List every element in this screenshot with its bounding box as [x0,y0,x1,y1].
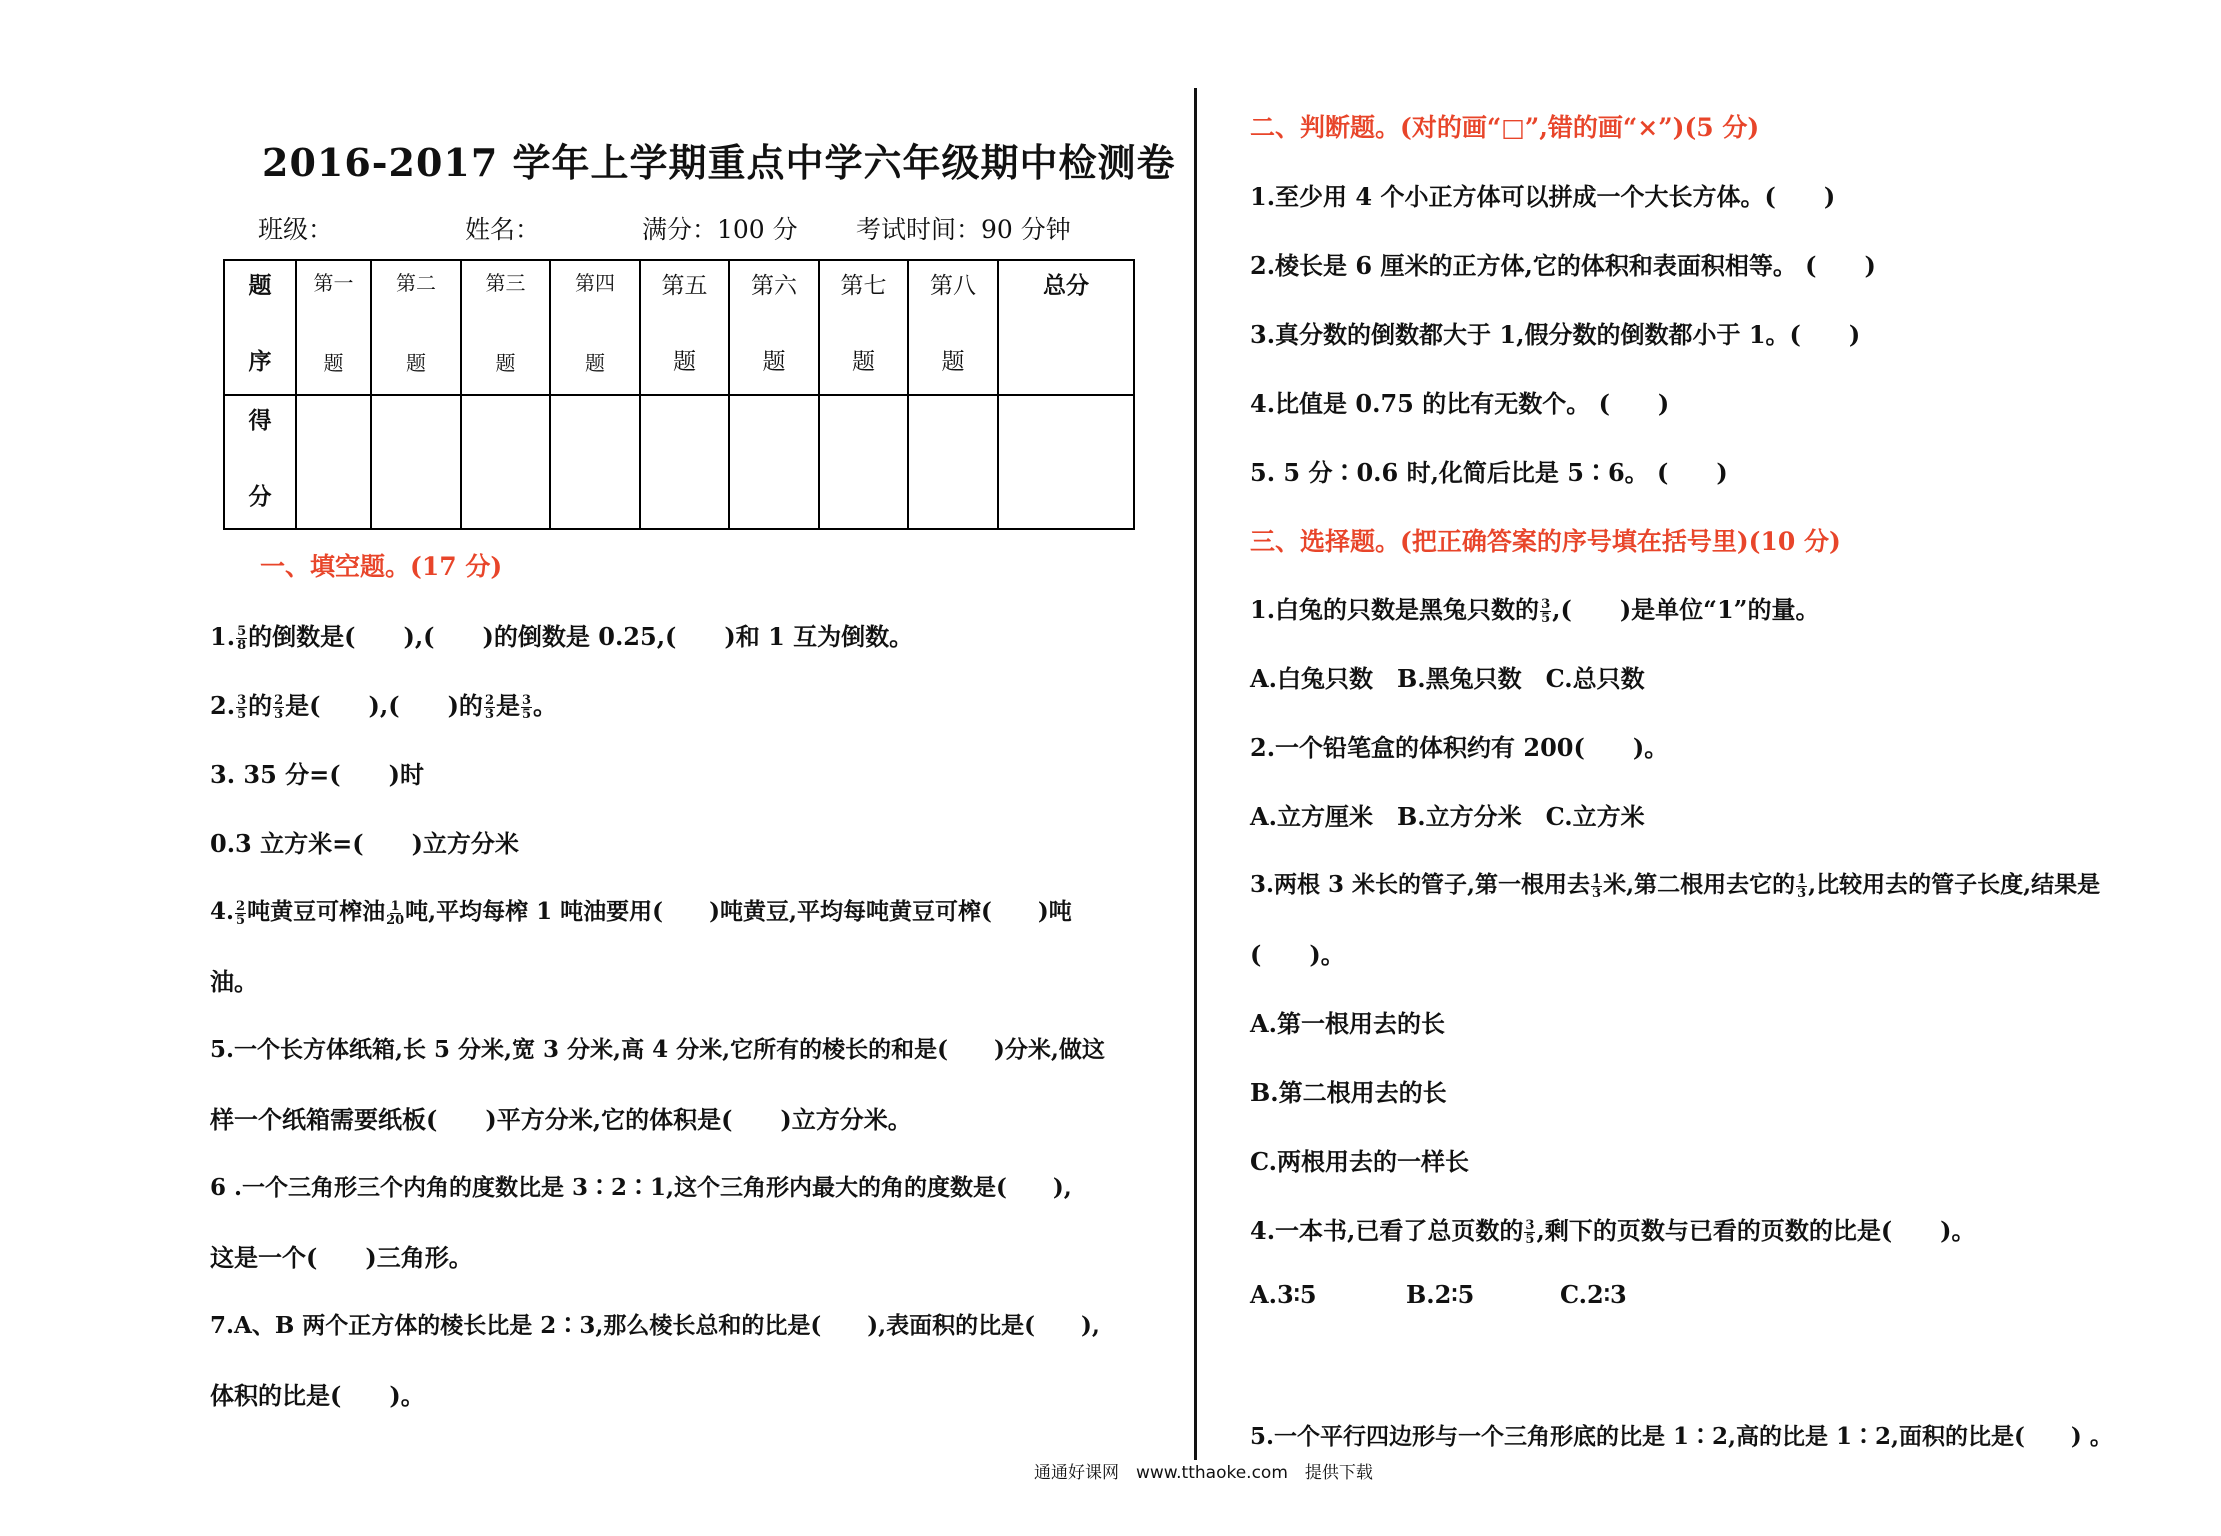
judge-1: 1.至少用 4 个小正方体可以拼成一个大长方体。( ) [1250,182,1836,211]
score-cell-q2[interactable] [371,395,461,529]
score-cell-total[interactable] [998,395,1134,529]
score-cell-q8[interactable] [908,395,998,529]
choice-3-blank: ( )。 [1250,940,1345,969]
question-2: 2. $\frac{3}{5}$ 的 $\frac{2}{3}$ 是( ),( )的 $\frac{2}{3}$ 是 $\frac{3}{5}$ 。 [210,691,558,722]
section-fill-blank: 一、填空题。(17 分) [260,552,503,581]
judge-5: 5. 5 分∶0.6 时,化简后比是 5∶6。 ( ) [1250,458,1728,487]
question-5b: 样一个纸箱需要纸板( )平方分米,它的体积是( )立方分米。 [210,1105,912,1134]
score-cell-q4[interactable] [550,395,640,529]
header-cell-q2: 第二 题 [371,260,461,395]
choice-4: 4.一本书,已看了总页数的 $\frac{3}{5}$ ,剩下的页数与已看的页数的比是( )。 [1250,1216,1976,1247]
choice-3-option-c: C.两根用去的一样长 [1250,1147,1470,1176]
header-cell-q1: 第一 题 [296,260,371,395]
question-4-cont: 油。 [210,967,258,996]
header-cell-question-order: 题 序 [224,260,296,395]
header-cell-q6: 第六 题 [729,260,819,395]
page-title: 2016-2017 学年上学期重点中学六年级期中检测卷 [262,140,1176,185]
score-cell-q6[interactable] [729,395,819,529]
header-cell-total: 总分 [998,260,1134,395]
judge-2: 2.棱长是 6 厘米的正方体,它的体积和表面积相等。 ( ) [1250,251,1876,280]
score-cell-q5[interactable] [640,395,729,529]
choice-3: 3.两根 3 米长的管子,第一根用去 $\frac{1}{3}$ 米,第二根用去它的 $\frac{1}{3}$ ,比较用去的管子长度,结果是 [1250,871,2101,901]
question-7a: 7.A、B 两个正方体的棱长比是 2∶3,那么棱长总和的比是( ),表面积的比是( ), [210,1312,1100,1339]
choice-3-option-b: B.第二根用去的长 [1250,1078,1447,1107]
full-score: 满分：100 分 [642,215,798,244]
section-multiple-choice: 三、选择题。(把正确答案的序号填在括号里)(10 分) [1250,527,1841,556]
column-divider [1194,88,1197,1460]
header-cell-q3: 第三 题 [461,260,550,395]
choice-2: 2.一个铅笔盒的体积约有 200( )。 [1250,733,1669,762]
question-5a: 5.一个长方体纸箱,长 5 分米,宽 3 分米,高 4 分米,它所有的棱长的和是( )分米,做这 [210,1036,1105,1063]
choice-3-option-a: A.第一根用去的长 [1250,1009,1445,1038]
name-label: 姓名： [465,215,541,244]
question-3a: 3. 35 分=( )时 [210,760,424,789]
choice-4-option-c: C.2∶3 [1560,1280,1627,1309]
score-table [223,259,1135,530]
section-true-false: 二、判断题。(对的画“□”,错的画“×”)(5 分) [1250,113,1760,142]
footer-source: 通通好课网 www.tthaoke.com 提供下载 [1034,1463,1373,1483]
question-6b: 这是一个( )三角形。 [210,1243,473,1272]
choice-1: 1.白兔的只数是黑兔只数的 $\frac{3}{5}$ ,( )是单位“1”的量。 [1250,595,1820,626]
question-1: 1. $\frac{5}{8}$ 的倒数是( ),( )的倒数是 0.25,( )和 1 互为倒数。 [210,622,914,653]
question-6a: 6 .一个三角形三个内角的度数比是 3∶2∶1,这个三角形内最大的角的度数是( ), [210,1174,1072,1201]
choice-2-options: A.立方厘米 B.立方分米 C.立方米 [1250,802,1645,831]
choice-4-option-b: B.2∶5 [1406,1280,1475,1309]
header-cell-q5: 第五 题 [640,260,729,395]
score-row-label: 得 分 [224,395,296,529]
score-cell-q1[interactable] [296,395,371,529]
question-3b: 0.3 立方米=( )立方分米 [210,829,519,858]
exam-time: 考试时间：90 分钟 [856,215,1071,244]
fraction: $\frac{5}{8}$ [237,624,247,653]
question-4: 4. $\frac{2}{5}$ 吨黄豆可榨油 $\frac{1}{20}$ 吨,平均每榨 1 吨油要用( )吨黄豆,平均每吨黄豆可榨( )吨 [210,898,1072,928]
question-7b: 体积的比是( )。 [210,1381,425,1410]
choice-1-options: A.白兔只数 B.黑兔只数 C.总只数 [1250,664,1645,693]
header-cell-q7: 第七 题 [819,260,908,395]
judge-4: 4.比值是 0.75 的比有无数个。 ( ) [1250,389,1670,418]
class-label: 班级： [258,215,334,244]
choice-4-option-a: A.3∶5 [1250,1280,1317,1309]
judge-3: 3.真分数的倒数都大于 1,假分数的倒数都小于 1。( ) [1250,320,1861,349]
header-cell-q8: 第八 题 [908,260,998,395]
header-cell-q4: 第四 题 [550,260,640,395]
score-cell-q7[interactable] [819,395,908,529]
score-cell-q3[interactable] [461,395,550,529]
choice-5: 5.一个平行四边形与一个三角形底的比是 1∶2,高的比是 1∶2,面积的比是( ) 。 [1250,1423,2113,1450]
